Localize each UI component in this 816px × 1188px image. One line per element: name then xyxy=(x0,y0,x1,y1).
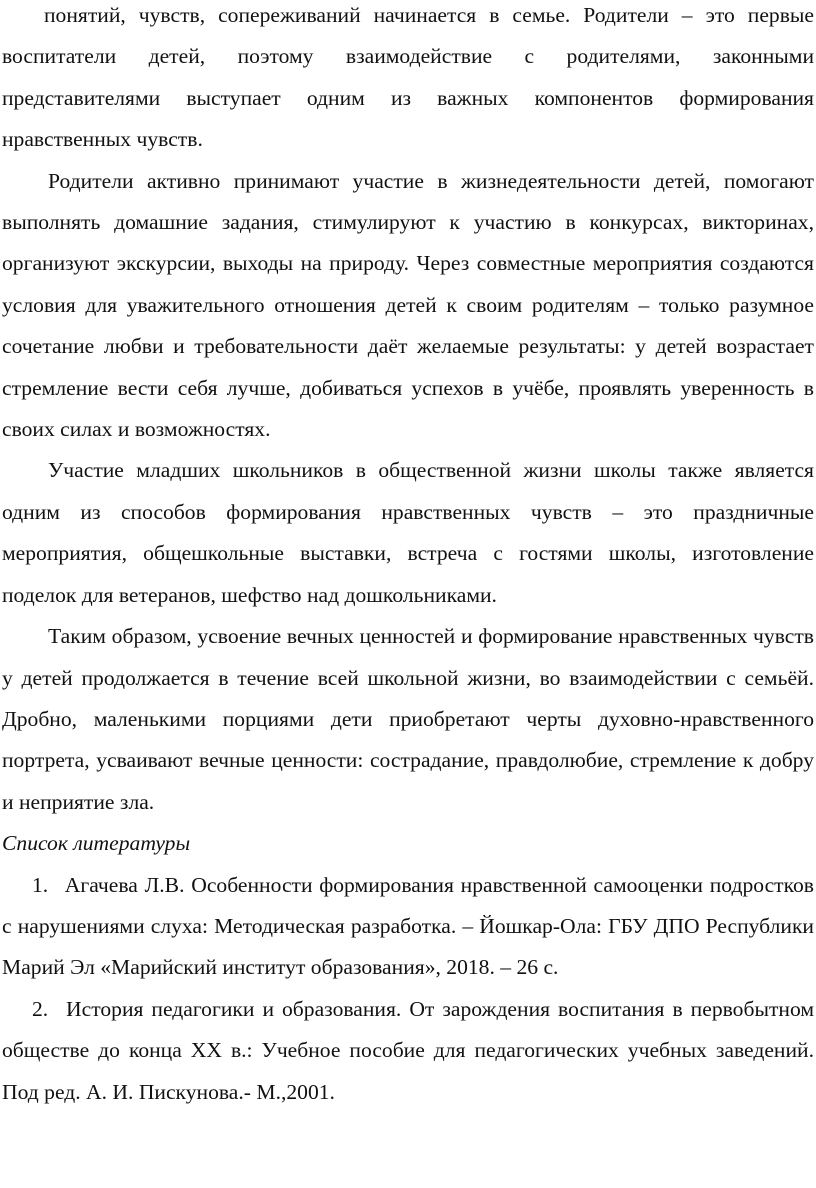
reference-number: 1. xyxy=(32,872,49,897)
paragraph-parents-participation: Родители активно принимают участие в жизнедеятельности детей, помогают выполнять домашние задания, стимулируют к участию в конкурсах, викторинах, организуют экскурсии, выходы на природу. Через совместные мероприятия создаются условия для уважительного отношения детей к своим родителям – только разумное сочетание любви и требовательности даёт желаемые результаты: у детей возрастает стремление вести себя лучше, добиваться успехов в учёбе, проявлять уверенность в своих силах и возможностях. xyxy=(2,168,814,442)
reference-text: История педагогики и образования. От зарождения воспитания в первобытном обществе до конца XX в.: Учебное пособие для педагогических учебных заведений. Под ред. А. И. Пискунова.- М.,2001. xyxy=(2,996,814,1104)
paragraph-continued: понятий, чувств, сопереживаний начинается в семье. Родители – это первые воспитатели детей, поэтому взаимодействие с родителями, законными представителями выступает одним из важных компонентов формирования нравственных чувств. xyxy=(2,3,814,152)
document-body xyxy=(2,0,814,1113)
reference-text: Агачева Л.В. Особенности формирования нравственной самооценки подростков с нарушениями слуха: Методическая разработка. – Йошкар-Ола: ГБУ ДПО Республики Марий Эл «Марийский институт образования», 2018. – 26 с. xyxy=(2,872,814,980)
references-heading: Список литературы xyxy=(2,831,191,856)
reference-number: 2. xyxy=(32,996,49,1021)
reference-item xyxy=(2,865,814,989)
reference-item xyxy=(2,989,814,1113)
paragraph-school-life: Участие младших школьников в общественной жизни школы также является одним из способов формирования нравственных чувств – это праздничные мероприятия, общешкольные выставки, встреча с гостями школы, изготовление поделок для ветеранов, шефство над дошкольниками. xyxy=(2,458,814,607)
paragraph-conclusion: Таким образом, усвоение вечных ценностей и формирование нравственных чувств у детей продолжается в течение всей школьной жизни, во взаимодействии с семьёй. Дробно, маленькими порциями дети приобретают черты духовно-нравственного портрета, усваивают вечные ценности: сострадание, правдолюбие, стремление к добру и неприятие зла. xyxy=(2,624,814,814)
